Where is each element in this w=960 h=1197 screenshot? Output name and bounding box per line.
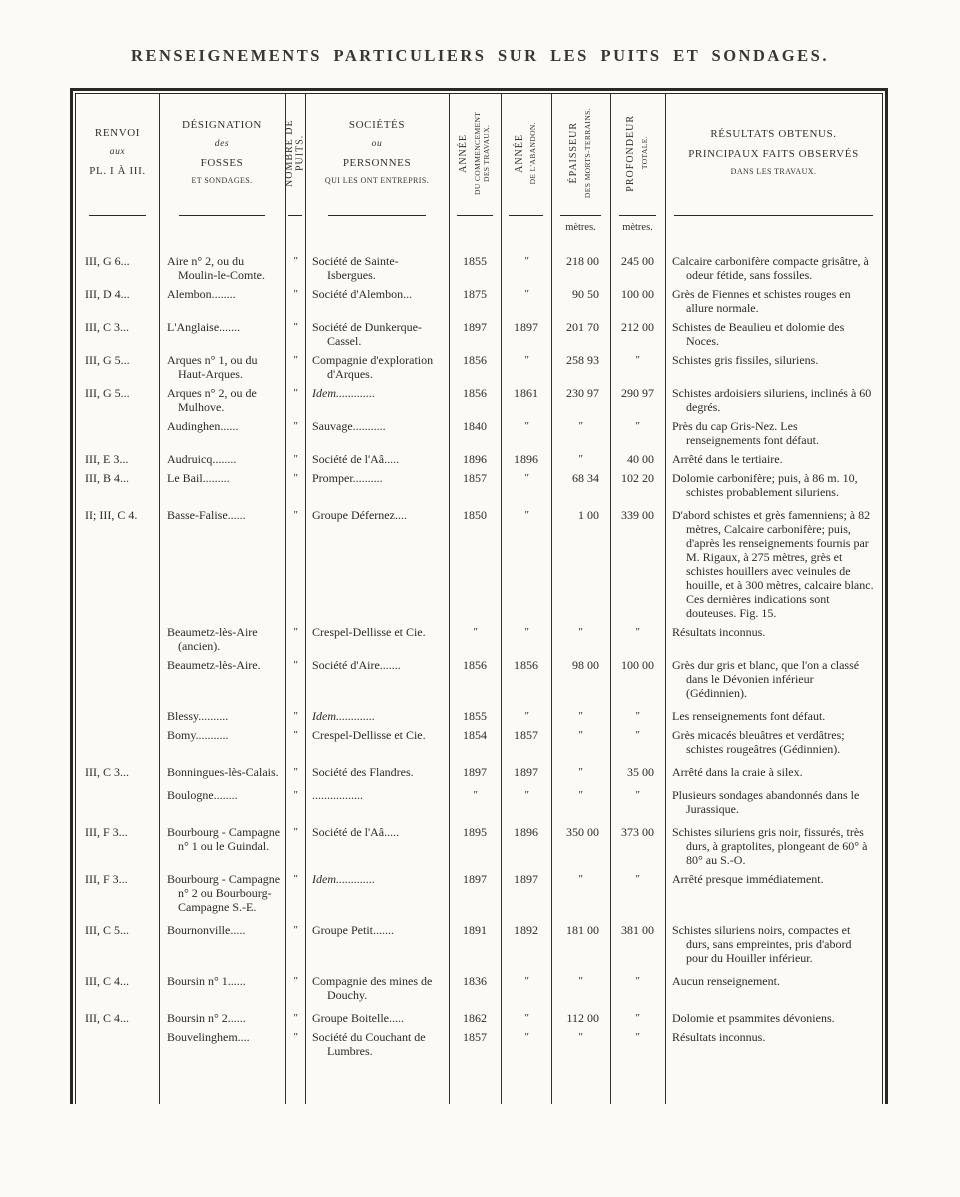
cell-profondeur: 100 00 bbox=[621, 287, 654, 301]
cell-debut: 1856 bbox=[463, 386, 487, 400]
cell-societe: Groupe Défernez.... bbox=[312, 508, 407, 522]
cell-resultats: Grès dur gris et blanc, que l'on a classé dans le Dévonien inférieur (Gédinnien). bbox=[672, 658, 860, 700]
table-body bbox=[76, 248, 882, 1077]
cell-abandon: ″ bbox=[523, 1012, 529, 1024]
cell-puits: ″ bbox=[292, 255, 298, 267]
header-text-vertical: ÉPAISSEUR bbox=[568, 122, 580, 184]
cell-abandon: ″ bbox=[523, 975, 529, 987]
table-row bbox=[76, 974, 882, 1002]
cell-resultats: Schistes siluriens noirs, compactes et durs, sans empreintes, pris d'abord pour du Houiller inférieur. bbox=[672, 923, 852, 965]
header-annee-commencement bbox=[449, 94, 501, 218]
cell-renvoi: III, D 4... bbox=[85, 287, 130, 301]
table-row bbox=[76, 1030, 882, 1058]
cell-societe: Crespel-Dellisse et Cie. bbox=[312, 728, 426, 742]
cell-profondeur: ″ bbox=[634, 420, 640, 432]
cell-debut: 1850 bbox=[463, 508, 487, 522]
cell-renvoi: III, G 6... bbox=[85, 254, 130, 268]
header-epaisseur bbox=[551, 94, 610, 218]
cell-abandon: ″ bbox=[523, 420, 529, 432]
header-text-vertical: ANNÉE bbox=[513, 133, 525, 173]
cell-renvoi: III, G 5... bbox=[85, 386, 130, 400]
cell-debut: 1897 bbox=[463, 872, 487, 886]
cell-puits: ″ bbox=[292, 659, 298, 671]
cell-epaisseur: 1 00 bbox=[578, 508, 599, 522]
cell-renvoi: III, G 5... bbox=[85, 353, 130, 367]
cell-abandon: 1897 bbox=[514, 765, 538, 779]
cell-renvoi bbox=[76, 788, 159, 816]
table-row bbox=[76, 765, 882, 779]
cell-societe: Société de Dunkerque-Cassel. bbox=[312, 320, 422, 348]
cell-epaisseur: ″ bbox=[577, 1031, 583, 1043]
cell-abandon: ″ bbox=[523, 626, 529, 638]
cell-puits: ″ bbox=[292, 453, 298, 465]
cell-renvoi: II; III, C 4. bbox=[85, 508, 138, 522]
cell-puits: ″ bbox=[292, 321, 298, 333]
header-text: FOSSES bbox=[200, 156, 244, 169]
table-row bbox=[76, 872, 882, 914]
cell-profondeur: ″ bbox=[634, 710, 640, 722]
cell-designation: Beaumetz-lès-Aire. bbox=[167, 658, 261, 672]
cell-societe: Sauvage........... bbox=[312, 419, 386, 433]
cell-profondeur: 245 00 bbox=[621, 254, 654, 268]
cell-designation: Bouvelinghem.... bbox=[167, 1030, 250, 1044]
cell-designation: Audruicq........ bbox=[167, 452, 237, 466]
cell-societe: Idem............. bbox=[312, 872, 375, 886]
cell-puits: ″ bbox=[292, 766, 298, 778]
cell-societe: Société d'Aire....... bbox=[312, 658, 401, 672]
cell-designation: Aire n° 2, ou du Moulin-le-Comte. bbox=[167, 254, 265, 282]
cell-puits: ″ bbox=[292, 924, 298, 936]
header-text: PERSONNES bbox=[342, 156, 412, 169]
cell-puits: ″ bbox=[292, 789, 298, 801]
cell-renvoi bbox=[76, 625, 159, 653]
cell-societe: Compagnie des mines de Douchy. bbox=[312, 974, 433, 1002]
cell-epaisseur: 112 00 bbox=[566, 1011, 599, 1025]
cell-epaisseur: ″ bbox=[577, 766, 583, 778]
header-text: DANS LES TRAVAUX. bbox=[730, 167, 817, 177]
cell-societe: Compagnie d'exploration d'Arques. bbox=[312, 353, 434, 381]
header-subtext-vertical: DE L'ABANDON. bbox=[528, 121, 538, 185]
cell-resultats: Plusieurs sondages abandonnés dans le Jurassique. bbox=[672, 788, 860, 816]
cell-resultats: Arrêté dans la craie à silex. bbox=[672, 765, 803, 779]
cell-debut: 1897 bbox=[463, 320, 487, 334]
cell-abandon: ″ bbox=[523, 288, 529, 300]
cell-profondeur: ″ bbox=[634, 1012, 640, 1024]
cell-designation: Boulogne........ bbox=[167, 788, 238, 802]
cell-profondeur: ″ bbox=[634, 975, 640, 987]
cell-renvoi: III, E 3... bbox=[85, 452, 129, 466]
cell-abandon: 1861 bbox=[514, 386, 538, 400]
table-row bbox=[76, 658, 882, 700]
cell-renvoi bbox=[76, 1030, 159, 1058]
cell-societe: Société de l'Aâ..... bbox=[312, 825, 400, 839]
header-profondeur bbox=[610, 94, 665, 218]
cell-societe: Société des Flandres. bbox=[312, 765, 414, 779]
header-text: QUI LES ONT ENTREPRIS. bbox=[324, 176, 430, 186]
cell-resultats: D'abord schistes et grès famenniens; à 82 mètres, Calcaire carbonifère; puis, d'après les renseignements fournis par M. Rigaux, à 275 mètres, grès et schistes houillers avec veinules de houille, et à 300 mètres, calcaire blanc. Ces dernières indications sont douteuses. Fig. 15. bbox=[672, 508, 874, 620]
cell-abandon: 1856 bbox=[514, 658, 538, 672]
cell-epaisseur: 181 00 bbox=[566, 923, 599, 937]
header-text: DÉSIGNATION bbox=[182, 119, 262, 132]
cell-designation: Bonningues-lès-Calais. bbox=[167, 765, 279, 779]
column-separator-line bbox=[449, 94, 450, 1104]
cell-renvoi: III, C 3... bbox=[85, 765, 129, 779]
cell-profondeur: ″ bbox=[634, 789, 640, 801]
table-row bbox=[76, 353, 882, 381]
cell-resultats: Arrêté dans le tertiaire. bbox=[672, 452, 783, 466]
cell-epaisseur: 201 70 bbox=[566, 320, 599, 334]
cell-profondeur: 212 00 bbox=[621, 320, 654, 334]
header-text: ET SONDAGES. bbox=[191, 176, 253, 186]
cell-renvoi: III, C 5... bbox=[85, 923, 129, 937]
header-subtext-vertical: TOTALE. bbox=[639, 136, 649, 170]
cell-puits: ″ bbox=[292, 1012, 298, 1024]
cell-designation: Bournonville..... bbox=[167, 923, 246, 937]
cell-epaisseur: 350 00 bbox=[566, 825, 599, 839]
cell-designation: Le Bail......... bbox=[167, 471, 230, 485]
cell-societe: Société d'Alembon... bbox=[312, 287, 413, 301]
cell-designation: Alembon........ bbox=[167, 287, 236, 301]
cell-designation: Audinghen...... bbox=[167, 419, 239, 433]
cell-resultats: Résultats inconnus. bbox=[672, 625, 766, 639]
cell-puits: ″ bbox=[292, 826, 298, 838]
cell-abandon: 1857 bbox=[514, 728, 538, 742]
cell-resultats: Calcaire carbonifère compacte grisâtre, à odeur fétide, sans fossiles. bbox=[672, 254, 869, 282]
cell-designation: Blessy.......... bbox=[167, 709, 229, 723]
cell-abandon: ″ bbox=[523, 255, 529, 267]
cell-epaisseur: ″ bbox=[577, 420, 583, 432]
cell-debut: 1855 bbox=[463, 709, 487, 723]
cell-abandon: 1896 bbox=[514, 452, 538, 466]
cell-renvoi: III, B 4... bbox=[85, 471, 129, 485]
cell-resultats: Grès de Fiennes et schistes rouges en allure normale. bbox=[672, 287, 851, 315]
cell-resultats: Résultats inconnus. bbox=[672, 1030, 766, 1044]
cell-societe: Idem............. bbox=[312, 709, 375, 723]
cell-puits: ″ bbox=[292, 729, 298, 741]
cell-debut: 1854 bbox=[463, 728, 487, 742]
cell-societe: Promper.......... bbox=[312, 471, 383, 485]
cell-societe: Crespel-Dellisse et Cie. bbox=[312, 625, 426, 639]
cell-epaisseur: ″ bbox=[577, 789, 583, 801]
cell-profondeur: 40 00 bbox=[627, 452, 654, 466]
cell-renvoi: III, F 3... bbox=[85, 872, 128, 886]
table-row bbox=[76, 825, 882, 867]
cell-resultats: Schistes siluriens gris noir, fissurés, très durs, à graptolites, plongeant de 60° à 80° au S.-O. bbox=[672, 825, 868, 867]
cell-puits: ″ bbox=[292, 354, 298, 366]
cell-societe: Idem............. bbox=[312, 386, 375, 400]
cell-abandon: 1892 bbox=[514, 923, 538, 937]
header-text: RÉSULTATS OBTENUS. bbox=[710, 128, 837, 141]
column-separator-line bbox=[285, 94, 286, 1104]
cell-abandon: ″ bbox=[523, 354, 529, 366]
cell-abandon: 1897 bbox=[514, 872, 538, 886]
cell-resultats: Grès micacés bleuâtres et verdâtres; schistes rougeâtres (Gédinnien). bbox=[672, 728, 845, 756]
header-renvoi bbox=[76, 94, 159, 218]
cell-profondeur: 102 20 bbox=[621, 471, 654, 485]
cell-puits: ″ bbox=[292, 626, 298, 638]
cell-profondeur: ″ bbox=[634, 626, 640, 638]
header-designation bbox=[159, 94, 285, 218]
cell-epaisseur: ″ bbox=[577, 453, 583, 465]
cell-epaisseur: ″ bbox=[577, 710, 583, 722]
cell-abandon: 1896 bbox=[514, 825, 538, 839]
cell-epaisseur: 218 00 bbox=[566, 254, 599, 268]
cell-designation: Beaumetz-lès-Aire (ancien). bbox=[167, 625, 258, 653]
cell-profondeur: ″ bbox=[634, 729, 640, 741]
cell-abandon: ″ bbox=[523, 472, 529, 484]
cell-profondeur: ″ bbox=[634, 873, 640, 885]
cell-profondeur: 100 00 bbox=[621, 658, 654, 672]
header-annee-abandon bbox=[501, 94, 551, 218]
table-row bbox=[76, 452, 882, 466]
cell-resultats: Schistes de Beaulieu et dolomie des Noces. bbox=[672, 320, 845, 348]
table-row bbox=[76, 508, 882, 620]
cell-resultats: Dolomie et psammites dévoniens. bbox=[672, 1011, 835, 1025]
cell-abandon: ″ bbox=[523, 509, 529, 521]
header-text: SOCIÉTÉS bbox=[348, 119, 406, 132]
header-text: ou bbox=[371, 138, 383, 149]
column-separator-line bbox=[305, 94, 306, 1104]
header-text-vertical: NOMBRE DE PUITS. bbox=[283, 119, 305, 187]
cell-debut: 1897 bbox=[463, 765, 487, 779]
cell-profondeur: 35 00 bbox=[627, 765, 654, 779]
table-frame bbox=[70, 88, 888, 1104]
column-separator-line bbox=[501, 94, 502, 1104]
table-header-row bbox=[76, 94, 882, 218]
cell-designation: Boursin n° 2...... bbox=[167, 1011, 246, 1025]
unit-epaisseur: mètres. bbox=[565, 222, 596, 233]
cell-resultats: Arrêté presque immédiatement. bbox=[672, 872, 824, 886]
table bbox=[75, 93, 883, 1104]
cell-resultats: Près du cap Gris-Nez. Les renseignements font défaut. bbox=[672, 419, 819, 447]
header-text-vertical: PROFONDEUR bbox=[625, 114, 637, 192]
cell-puits: ″ bbox=[292, 509, 298, 521]
cell-debut: 1855 bbox=[463, 254, 487, 268]
cell-puits: ″ bbox=[292, 420, 298, 432]
cell-debut: 1857 bbox=[463, 1030, 487, 1044]
cell-epaisseur: 98 00 bbox=[572, 658, 599, 672]
table-row bbox=[76, 625, 882, 653]
cell-societe: Société de l'Aâ..... bbox=[312, 452, 400, 466]
cell-abandon: ″ bbox=[523, 710, 529, 722]
cell-resultats: Schistes gris fissiles, siluriens. bbox=[672, 353, 819, 367]
cell-societe: Groupe Petit....... bbox=[312, 923, 394, 937]
units-row bbox=[76, 218, 882, 248]
cell-renvoi bbox=[76, 728, 159, 756]
cell-debut: 1895 bbox=[463, 825, 487, 839]
cell-debut: 1875 bbox=[463, 287, 487, 301]
cell-debut: 1862 bbox=[463, 1011, 487, 1025]
cell-epaisseur: ″ bbox=[577, 729, 583, 741]
header-text: PL. I À III. bbox=[89, 164, 146, 177]
table-row bbox=[76, 728, 882, 756]
column-separator-line bbox=[665, 94, 666, 1104]
header-societes bbox=[305, 94, 449, 218]
table-row bbox=[76, 1011, 882, 1025]
cell-designation: Basse-Falise...... bbox=[167, 508, 246, 522]
cell-debut: 1891 bbox=[463, 923, 487, 937]
cell-epaisseur: ″ bbox=[577, 626, 583, 638]
cell-resultats: Les renseignements font défaut. bbox=[672, 709, 826, 723]
cell-debut: 1856 bbox=[463, 353, 487, 367]
cell-designation: Bourbourg - Campagne n° 2 ou Bourbourg-Campagne S.-E. bbox=[167, 872, 281, 914]
cell-societe: ................. bbox=[312, 788, 363, 802]
cell-debut: ″ bbox=[472, 626, 478, 638]
header-resultats bbox=[665, 94, 882, 218]
header-nombre-de-puits bbox=[285, 94, 305, 218]
cell-epaisseur: ″ bbox=[577, 975, 583, 987]
cell-designation: Bomy........... bbox=[167, 728, 229, 742]
cell-designation: L'Anglaise....... bbox=[167, 320, 241, 334]
cell-renvoi: III, C 4... bbox=[85, 974, 129, 988]
cell-profondeur: 373 00 bbox=[621, 825, 654, 839]
cell-designation: Bourbourg - Campagne n° 1 ou le Guindal. bbox=[167, 825, 281, 853]
header-subtext-vertical: DU COMMENCEMENT DES TRAVAUX. bbox=[472, 111, 491, 195]
cell-societe: Société de Sainte-Isbergues. bbox=[312, 254, 399, 282]
cell-abandon: 1897 bbox=[514, 320, 538, 334]
cell-debut: 1896 bbox=[463, 452, 487, 466]
cell-puits: ″ bbox=[292, 387, 298, 399]
cell-puits: ″ bbox=[292, 710, 298, 722]
unit-profondeur: mètres. bbox=[622, 222, 653, 233]
cell-debut: 1857 bbox=[463, 471, 487, 485]
cell-debut: 1836 bbox=[463, 974, 487, 988]
cell-renvoi: III, F 3... bbox=[85, 825, 128, 839]
header-subtext-vertical: DES MORTS-TERRAINS. bbox=[582, 107, 592, 199]
cell-epaisseur: 230 97 bbox=[566, 386, 599, 400]
table-row bbox=[76, 471, 882, 499]
cell-profondeur: ″ bbox=[634, 1031, 640, 1043]
header-text-vertical: ANNÉE bbox=[458, 133, 470, 173]
table-row bbox=[76, 923, 882, 965]
cell-epaisseur: ″ bbox=[577, 873, 583, 885]
cell-profondeur: 381 00 bbox=[621, 923, 654, 937]
header-text: PRINCIPAUX FAITS OBSERVÉS bbox=[688, 147, 859, 160]
cell-designation: Arques n° 2, ou de Mulhove. bbox=[167, 386, 257, 414]
header-text: aux bbox=[109, 147, 126, 158]
table-row bbox=[76, 287, 882, 315]
cell-epaisseur: 258 93 bbox=[566, 353, 599, 367]
cell-puits: ″ bbox=[292, 873, 298, 885]
table-row bbox=[76, 386, 882, 414]
cell-profondeur: 290 97 bbox=[621, 386, 654, 400]
table-row bbox=[76, 254, 882, 282]
cell-puits: ″ bbox=[292, 288, 298, 300]
cell-epaisseur: 90 50 bbox=[572, 287, 599, 301]
column-separator-line bbox=[610, 94, 611, 1104]
table-row bbox=[76, 709, 882, 723]
cell-renvoi bbox=[76, 658, 159, 700]
column-separator-line bbox=[551, 94, 552, 1104]
cell-epaisseur: 68 34 bbox=[572, 471, 599, 485]
cell-puits: ″ bbox=[292, 975, 298, 987]
cell-renvoi bbox=[76, 709, 159, 723]
cell-abandon: ″ bbox=[523, 789, 529, 801]
cell-resultats: Schistes ardoisiers siluriens, inclinés à 60 degrés. bbox=[672, 386, 872, 414]
cell-resultats: Aucun renseignement. bbox=[672, 974, 780, 988]
table-row bbox=[76, 320, 882, 348]
cell-renvoi bbox=[76, 419, 159, 447]
cell-renvoi: III, C 3... bbox=[85, 320, 129, 334]
cell-debut: 1856 bbox=[463, 658, 487, 672]
cell-profondeur: ″ bbox=[634, 354, 640, 366]
cell-designation: Boursin n° 1...... bbox=[167, 974, 246, 988]
cell-puits: ″ bbox=[292, 472, 298, 484]
table-row bbox=[76, 788, 882, 816]
cell-designation: Arques n° 1, ou du Haut-Arques. bbox=[167, 353, 258, 381]
cell-resultats: Dolomie carbonifère; puis, à 86 m. 10, schistes probablement siluriens. bbox=[672, 471, 858, 499]
column-separator-line bbox=[159, 94, 160, 1104]
cell-puits: ″ bbox=[292, 1031, 298, 1043]
cell-societe: Société du Couchant de Lumbres. bbox=[312, 1030, 426, 1058]
cell-renvoi: III, C 4... bbox=[85, 1011, 129, 1025]
cell-debut: 1840 bbox=[463, 419, 487, 433]
cell-debut: ″ bbox=[472, 789, 478, 801]
table-row bbox=[76, 419, 882, 447]
page-title: RENSEIGNEMENTS PARTICULIERS SUR LES PUITS ET SONDAGES. bbox=[131, 46, 829, 65]
cell-profondeur: 339 00 bbox=[621, 508, 654, 522]
cell-abandon: ″ bbox=[523, 1031, 529, 1043]
cell-societe: Groupe Boitelle..... bbox=[312, 1011, 404, 1025]
header-text: des bbox=[214, 138, 230, 149]
header-text: RENVOI bbox=[94, 127, 141, 140]
